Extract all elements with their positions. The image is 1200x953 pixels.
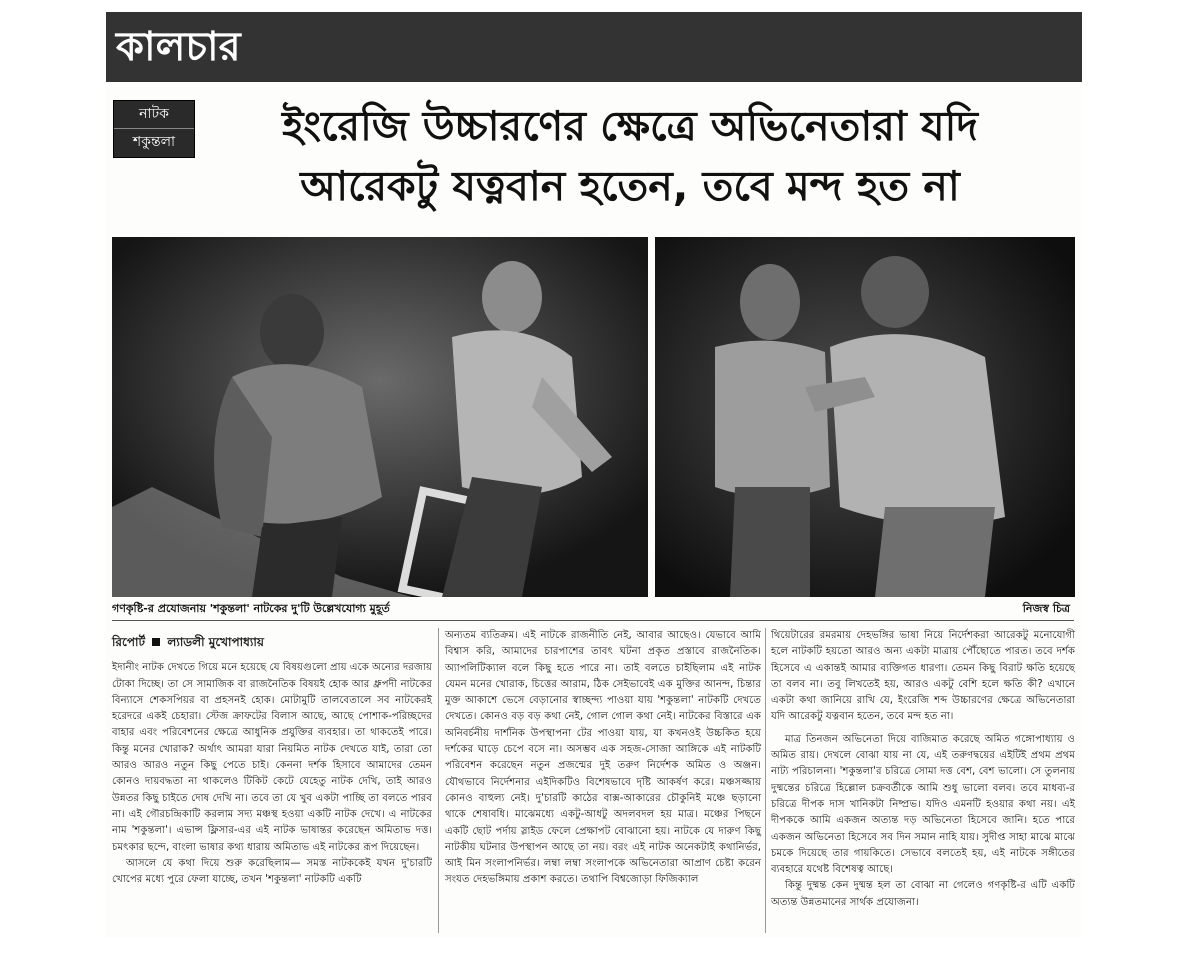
tag-line-1: নাটক [139,106,169,122]
photo-caption: গণকৃষ্টি-র প্রযোজনায় 'শকুন্তলা' নাটকের দু'টি উল্লেখযোগ্য মুহূর্ত [112,602,390,615]
article-paragraph: মাত্র তিনজন অভিনেতা দিয়ে বাজিমাত করেছে অমিত গঙ্গোপাধ্যায় ও অমিত রায়। দেখলে বোঝা যায় না যে, এই তরুণদ্বয়ের এইটিই প্রথম প্রথম নাট্য পরিচালনা। 'শকুন্তলা'র চরিত্রে সোমা দত্ত বেশ, বেশ ভালো। সে তুলনায় দুষ্মন্তের চরিত্রে হিল্লোল চক্রবর্তীকে আমি শুধু ভালো বলব। তবে মাধব্য-র চরিত্রে দীপক দাস খানিকটা নিষ্প্রভ। যদিও এমনটি হওয়ার কথা নয়। এই দীপককে আমি একজন অত্যন্ত দড় অভিনেতা হিসেবে জানি। হতে পারে একজন অভিনেতা হিসেবে সব দিন সমান নাহি যায়। সুদীপ্ত সাহা মাঝে মাঝে চমকে দিয়েছে তার গায়কিতে। সেভাবে বলতেই হয়, এই নাটকে সঙ্গীতের ব্যবহারে যথেষ্ট বিশেষত্ব আছে। [771,733,1075,876]
column-divider-2 [765,628,766,933]
article-column-3 [771,628,1075,911]
section-banner [106,12,1082,82]
article-column-2 [445,628,761,889]
category-tag [113,100,195,158]
headline [200,96,1060,216]
headline-line-1: ইংরেজি উচ্চারণের ক্ষেত্রে অভিনেতারা যদি [282,102,978,150]
article-column-1 [112,634,432,888]
article-paragraph: কিন্তু দুষ্মন্ত কেন দুষ্মন্ত হল তা বোঝা না গেলেও গণকৃষ্টি-র এটি একটি অত্যন্ত উন্নতমানের সার্থক প্রযোজনা। [771,880,1075,908]
stage-photo-right [655,237,1075,597]
article-paragraph: আসলে যে কথা দিয়ে শুরু করেছিলাম— সমস্ত নাটককেই যখন দু'চারটি খোপের মধ্যে পুরে ফেলা যাচ্ছে, তখন 'শকুন্তলা' নাটকটি একটি [112,857,432,886]
column-divider-1 [438,628,439,933]
article-paragraph: অন্যতম ব্যতিক্রম। এই নাটকে রাজনীতি নেই, আবার আছেও। যেভাবে আমি বিশ্বাস করি, আমাদের চারপাশের তাবৎ ঘটনা প্রকৃত প্রস্তাবে রাজনৈতিক। অ্যাপলিটিক্যাল বলে কিছু হতে পারে না। তাই বলতে চাইছিলাম এই নাটক যেমন মনের খোরাক, চিত্তের আরাম, ঠিক সেইভাবেই এক মুক্তির আনন্দ, চিন্তার মুক্ত আকাশে ভেসে বেড়ানোর স্বাচ্ছন্দ্য পাওয়া যায় 'শকুন্তলা' নাটকটি দেখতে দেখতে। কোনও বড় বড় কথা নেই, গোল গোল কথা নেই। নাটকের বিস্তারে এক অনিবর্চনীয় দার্শনিক উপস্থাপনা টের পাওয়া যায়, যা কখনওই উচ্চকিত হয়ে দর্শকের ঘাড়ে চেপে বসে না। অসম্ভব এক সহজ-সোজা আঙ্গিকে এই নাটকটি পরিবেশন করেছেন নতুন প্রজন্মের দুই তরুণ নির্দেশক অমিত ও অঞ্জন। যৌথভাবে নির্দেশনার এইদিকটিও বিশেষভাবে দৃষ্টি আকর্ষণ করে। মঞ্চসজ্জায় কোনও বাহুল্য নেই। দু'চারটি কাঠের বাক্স-আকারের চৌকুনিই মঞ্চে ছড়ানো থাকে শেষাবধি। মাঝেমধ্যে একটু-আধটু অদলবদল হয় মাত্র। মঞ্চের পিছনে একটি ছোট পর্দায় স্লাইড ফেলে প্রেক্ষাপট বোঝানো হয়। নাটকে যে দারুণ কিছু নাটকীয় ঘটনার উপস্থাপন আছে তা নয়। বরং এই নাটক অনেকটাই কথানির্ভর, আই মিন সংলাপনির্ভর। লম্বা লম্বা সংলাপকে অভিনেতারা আপ্রাণ চেষ্টা করেন সংযত দেহভঙ্গিমায় প্রকাশ করতে। তথাপি বিশ্বজোড়া ফিজিক্যাল [445,630,761,886]
tag-line-2: শকুন্তলা [114,128,194,156]
caption-divider [112,620,1074,621]
stage-photo-left-illustration [112,237,648,597]
byline-square-icon [152,638,160,646]
article-paragraph: ইদানীং নাটক দেখতে গিয়ে মনে হয়েছে যে বিষয়গুলো প্রায় একে অন্যের দরজায় টোকা দিচ্ছে। তা সে সামাজিক বা রাজনৈতিক বিষয়ই হোক আর ধ্রুপদী নাটকের বিন্যাসে শেকসপিয়র বা প্রহসনই হোক। মোটামুটি তালবেতালে সব নাটকেরই হরেদরে একই চেহারা। স্টেজ ক্রাফটের বিলাস আছে, আছে পোশাক-পরিচ্ছদের বাহার এবং পরিবেশনের ক্ষেত্রে আধুনিক প্রযুক্তির ব্যবহার। তা থাকতেই পারে। কিন্তু মনের খোরাক? অর্থাৎ আমরা যারা নিয়মিত নাটক দেখতে যাই, তারা তো আরও আরও নতুন কিছু পেতে চাই। কেননা দর্শক হিসাবে আমাদের তেমন কোনও দায়বদ্ধতা না থাকলেও টিকিট কেটে যেহেতু নাটক দেখি, তাই আরও উন্নতর কিছু চাইতে দোষ দেখি না। তবে তা যে খুব একটা পাচ্ছি তা বলতে পারব না। এই গৌরচন্দ্রিকাটি করলাম সদ্য মঞ্চস্থ হওয়া একটি নাটক দেখে। এ নাটকের নাম 'শকুন্তলা'। এভান্স ফ্লিসার-এর এই নাটক ভাষান্তর করেছেন অমিতাভ দত্ত। চমৎকার ছন্দে, বাংলা ভাষার কথ্য ধারায় অমিতাভ এই নাটকের রূপ দিয়েছেন। [112,662,432,853]
article-paragraph: থিয়েটারের রমরমায় দেহভঙ্গির ভাষা নিয়ে নির্দেশকরা আরেকটু মনোযোগী হলে নাটকটি হয়তো আরও অন্য একটা মাত্রায় পৌঁছোতে পারত। তবে দর্শক হিসেবে এ একান্তই আমার ব্যক্তিগত ধারণা। তেমন কিছু বিরাট ক্ষতি হয়েছে তা বলব না। তবু লিখতেই হয়, আরও একটু বেশি হলে ক্ষতি কী? এখানে একটা কথা জানিয়ে রাখি যে, ইংরেজি শব্দ উচ্চারণের ক্ষেত্রে অভিনেতারা যদি আরেকটু যত্নবান হতেন, তবে মন্দ হত না। [771,630,1075,723]
headline-line-2: আরেকটু যত্নবান হতেন, তবে মন্দ হত না [300,162,960,210]
stage-photo-left [112,237,648,597]
byline-author: ল্যাডলী মুখোপাধ্যায় [167,635,264,649]
byline-label: রিপোর্ট [112,635,146,649]
stage-photo-right-illustration [655,237,1075,597]
section-title: কালচার [116,23,241,70]
photo-credit: নিজস্ব চিত্র [1022,602,1070,615]
byline [112,634,432,650]
